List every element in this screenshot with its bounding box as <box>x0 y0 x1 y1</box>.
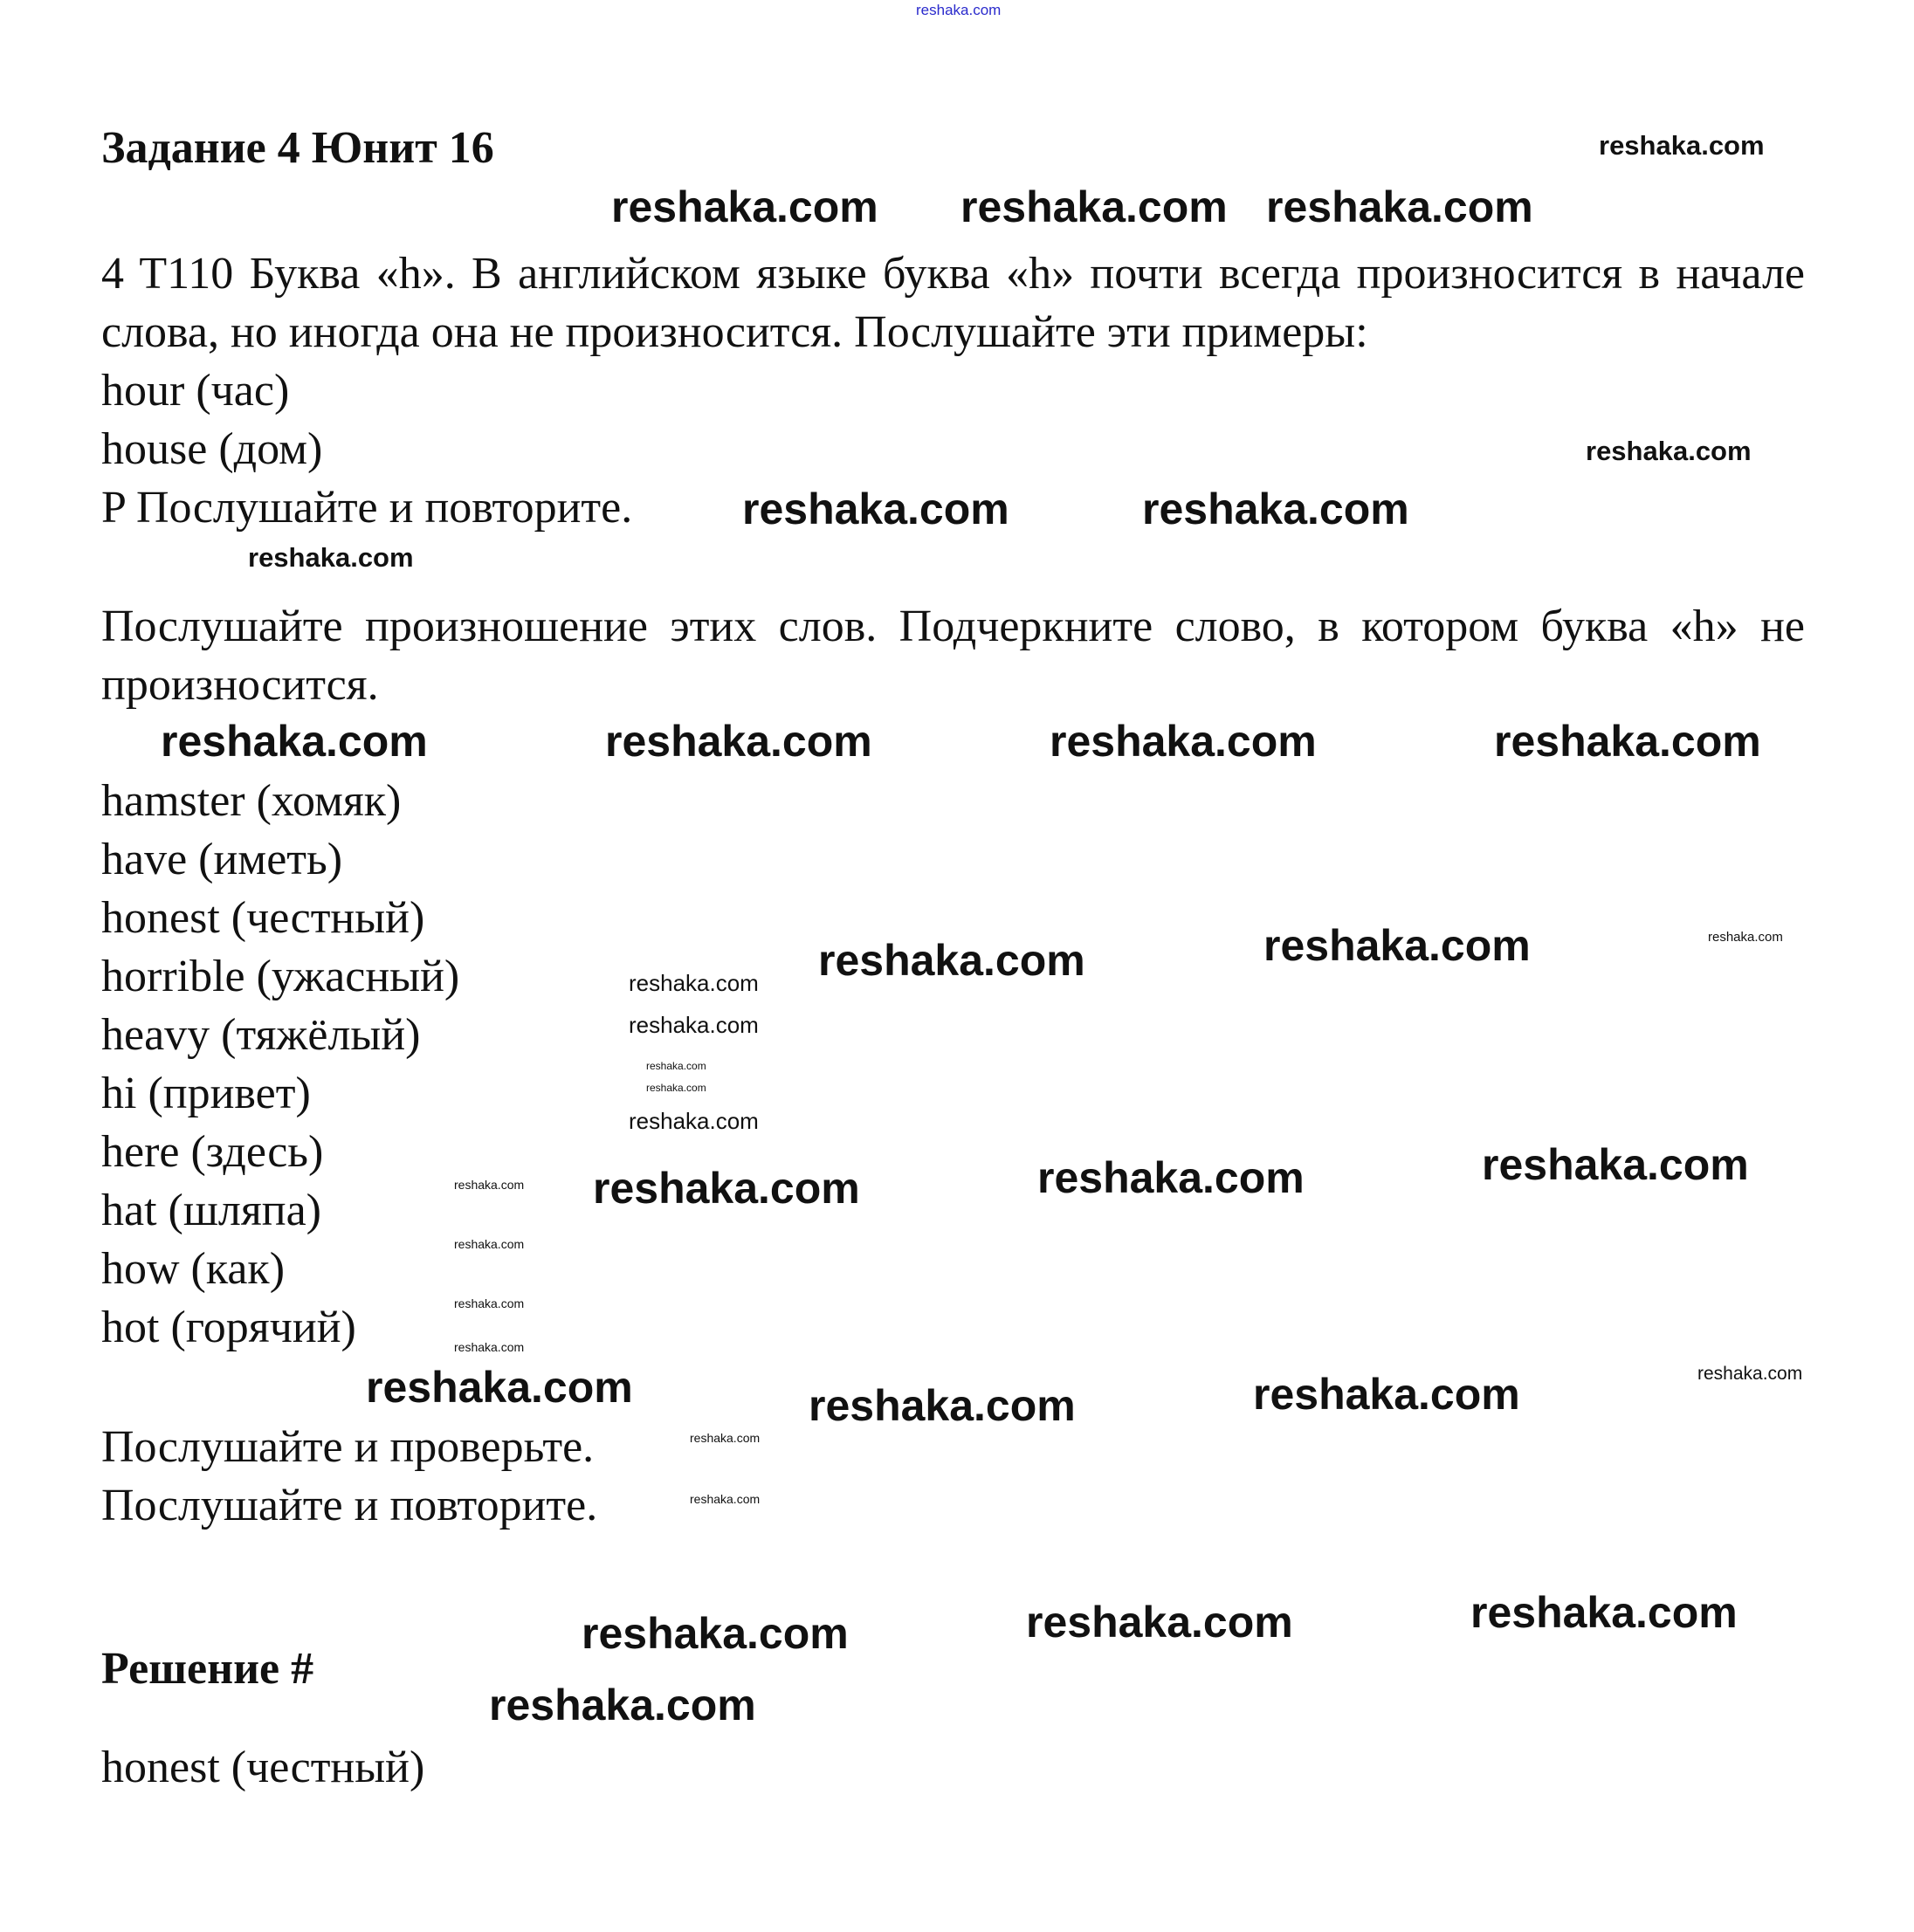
watermark: reshaka.com <box>1037 1153 1305 1202</box>
word-item: hamster (хомяк) <box>101 776 402 826</box>
watermark: reshaka.com <box>1494 717 1761 766</box>
word-item: here (здесь) <box>101 1127 324 1177</box>
watermark: reshaka.com <box>960 182 1228 231</box>
word-item: hot (горячий) <box>101 1303 356 1352</box>
watermark: reshaka.com <box>593 1164 860 1213</box>
watermark: reshaka.com <box>454 1178 525 1192</box>
task-paragraph: Послушайте произношение этих слов. Подчеркните слово, в котором буква «h» не произносится. <box>101 602 1805 710</box>
solution-answer: honest (честный) <box>101 1743 425 1792</box>
example-item: house (дом) <box>101 424 323 474</box>
watermark: reshaka.com <box>1586 436 1752 466</box>
intro-paragraph: 4 T110 Буква «h». В английском языке буква «h» почти всегда произносится в начале слова, но иногда она не произносится. Послушайте эти примеры: <box>101 249 1805 357</box>
repeat-instruction: P Послушайте и повторите. <box>101 483 633 533</box>
watermark: reshaka.com <box>629 970 759 996</box>
watermark: reshaka.com <box>742 485 1009 533</box>
watermark: reshaka.com <box>629 1012 759 1038</box>
check-instruction: Послушайте и проверьте. <box>101 1422 595 1472</box>
repeat-final-instruction: Послушайте и повторите. <box>101 1481 598 1530</box>
word-item: hi (привет) <box>101 1069 311 1118</box>
watermark: reshaka.com <box>690 1492 761 1506</box>
watermark: reshaka.com <box>1482 1140 1749 1189</box>
page-title: Задание 4 Юнит 16 <box>101 123 494 173</box>
watermark: reshaka.com <box>454 1296 525 1310</box>
watermark: reshaka.com <box>1470 1588 1738 1637</box>
watermark: reshaka.com <box>646 1082 706 1094</box>
watermark: reshaka.com <box>605 717 872 766</box>
watermark: reshaka.com <box>1026 1598 1293 1647</box>
watermark: reshaka.com <box>489 1681 756 1729</box>
watermark: reshaka.com <box>809 1381 1076 1430</box>
word-item: honest (честный) <box>101 893 425 943</box>
watermark: reshaka.com <box>1266 182 1533 231</box>
watermark: reshaka.com <box>611 182 878 231</box>
watermark: reshaka.com <box>1263 921 1531 970</box>
watermark: reshaka.com <box>1142 485 1409 533</box>
watermark: reshaka.com <box>1599 130 1765 161</box>
watermark: reshaka.com <box>454 1340 525 1354</box>
watermark: reshaka.com <box>1708 930 1783 945</box>
watermark: reshaka.com <box>1050 717 1317 766</box>
word-item: hat (шляпа) <box>101 1186 321 1235</box>
solution-heading: Решение # <box>101 1644 314 1694</box>
watermark: reshaka.com <box>161 717 428 766</box>
word-item: horrible (ужасный) <box>101 952 460 1001</box>
watermark: reshaka.com <box>690 1431 761 1445</box>
word-item: have (иметь) <box>101 835 343 884</box>
watermark: reshaka.com <box>582 1609 849 1658</box>
watermark: reshaka.com <box>1697 1364 1803 1384</box>
watermark: reshaka.com <box>366 1363 633 1412</box>
watermark: reshaka.com <box>1253 1370 1520 1419</box>
watermark: reshaka.com <box>818 936 1085 985</box>
watermark: reshaka.com <box>248 542 414 573</box>
watermark: reshaka.com <box>646 1060 706 1072</box>
word-item: how (как) <box>101 1244 286 1294</box>
example-item: hour (час) <box>101 366 290 416</box>
watermark: reshaka.com <box>629 1108 759 1134</box>
header-site-link[interactable]: reshaka.com <box>916 2 1002 18</box>
word-item: heavy (тяжёлый) <box>101 1010 421 1060</box>
watermark: reshaka.com <box>454 1237 525 1251</box>
